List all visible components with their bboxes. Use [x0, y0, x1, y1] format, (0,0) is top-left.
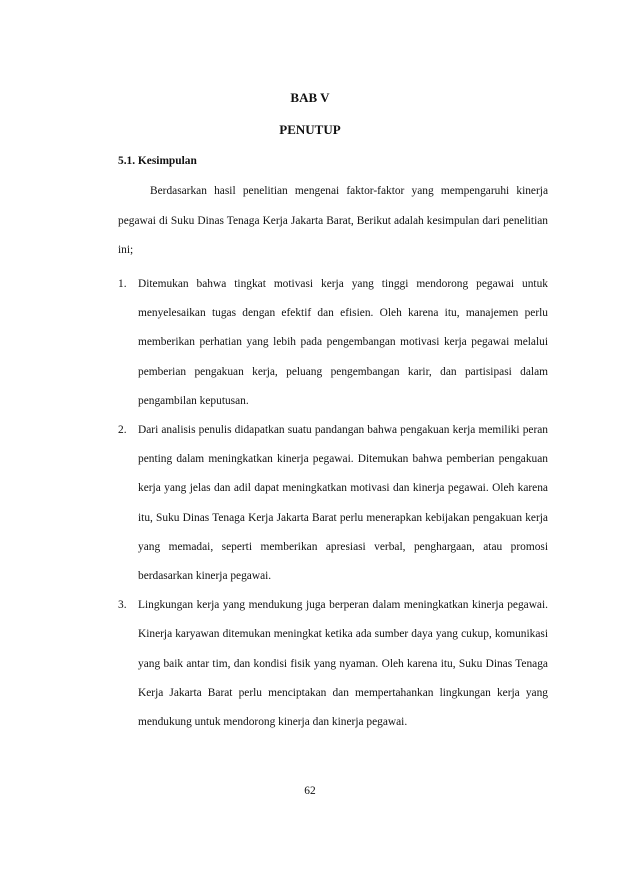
section-heading: 5.1. Kesimpulan	[118, 155, 197, 167]
list-item	[118, 416, 548, 591]
list-item-number: 2.	[118, 424, 127, 437]
list-item	[118, 591, 548, 737]
chapter-label: BAB V	[290, 90, 330, 105]
list-item	[118, 270, 548, 416]
intro-paragraph: Berdasarkan hasil penelitian mengenai faktor-faktor yang mempengaruhi kinerja pegawai di Suku Dinas Tenaga Kerja Jakarta Barat, Berikut adalah kesimpulan dari penelitian ini;	[118, 185, 548, 256]
list-item-text: Lingkungan kerja yang mendukung juga berperan dalam meningkatkan kinerja pegawai. Kinerja karyawan ditemukan meningkat ketika ada sumber daya yang cukup, komunikasi yang baik antar tim, dan kondisi fisik yang nyaman. Oleh karena itu, Suku Dinas Tenaga Kerja Jakarta Barat perlu menciptakan dan mempertahankan lingkungan kerja yang mendukung untuk mendorong kinerja dan kinerja pegawai.	[138, 599, 548, 729]
list-item-number: 1.	[118, 278, 127, 290]
conclusion-list	[118, 270, 548, 737]
page-number: 62	[304, 785, 316, 797]
list-item-number: 3.	[118, 599, 127, 612]
chapter-title: PENUTUP	[279, 122, 341, 137]
list-item-text: Ditemukan bahwa tingkat motivasi kerja yang tinggi mendorong pegawai untuk menyelesaikan tugas dengan efektif dan efisien. Oleh karena itu, manajemen perlu memberikan perhatian yang lebih pada pengembangan motivasi kerja pegawai melalui pemberian pengakuan kerja, peluang pengembangan karir, dan partisipasi dalam pengambilan keputusan.	[138, 278, 548, 407]
list-item-text: Dari analisis penulis didapatkan suatu pandangan bahwa pengakuan kerja memiliki peran penting dalam meningkatkan kinerja pegawai. Ditemukan bahwa pemberian pengakuan kerja yang jelas dan adil dapat meningkatkan motivasi dan kinerja pegawai. Oleh karena itu, Suku Dinas Tenaga Kerja Jakarta Barat perlu menerapkan kebijakan pengakuan kerja yang memadai, seperti memberikan apresiasi verbal, penghargaan, atau promosi berdasarkan kinerja pegawai.	[138, 424, 548, 583]
